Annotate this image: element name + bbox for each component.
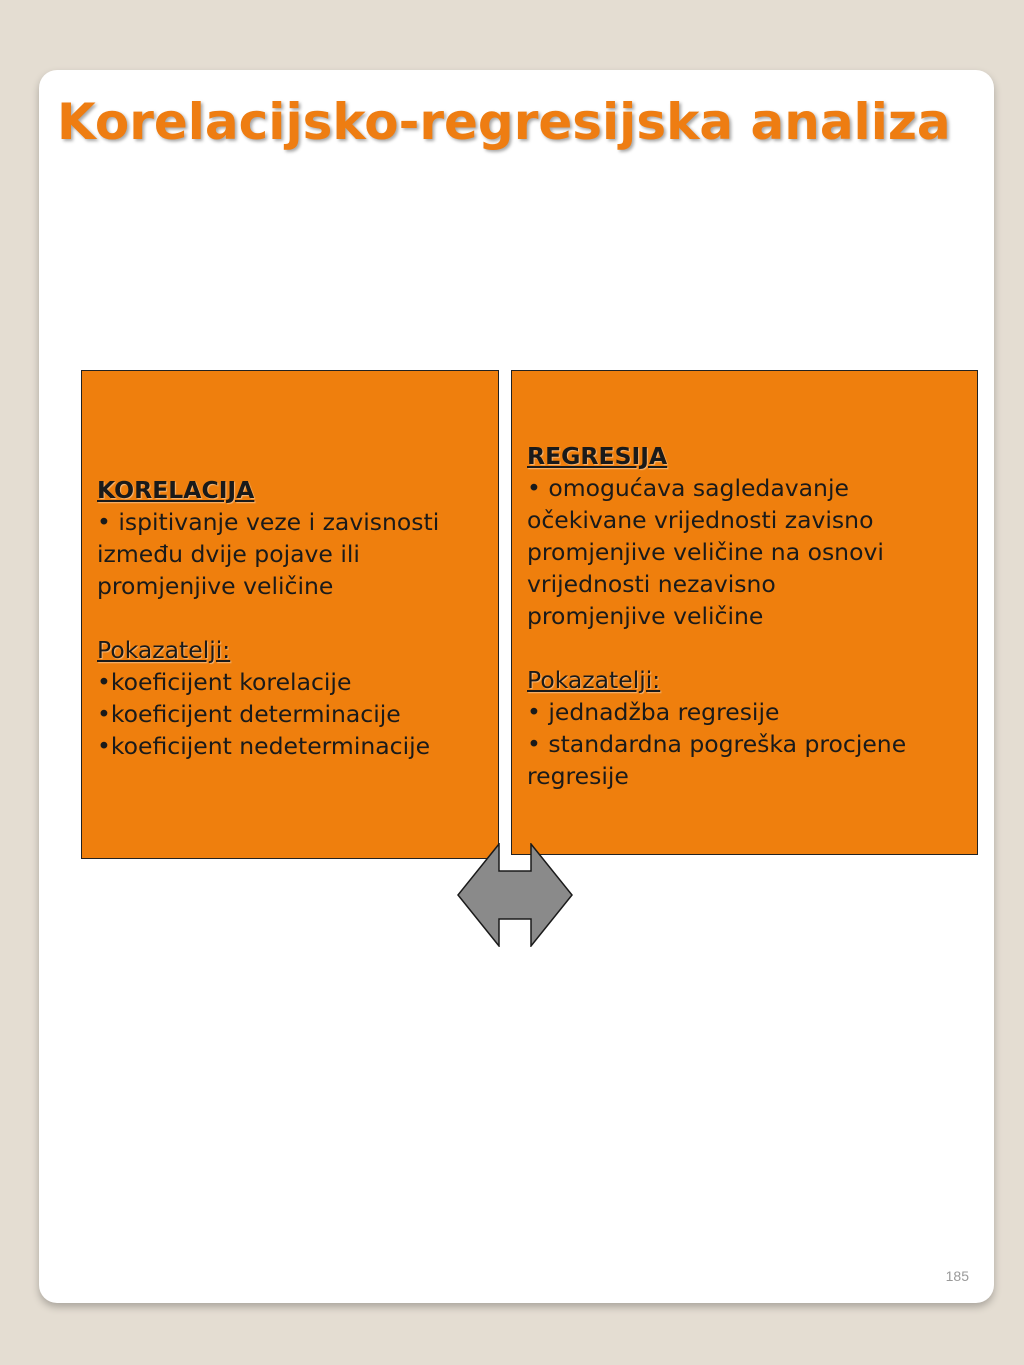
regression-description-line: • omogućava sagledavanje [527, 474, 849, 502]
regression-indicator: • jednadžba regresije [527, 698, 780, 726]
double-headed-arrow-icon [457, 843, 573, 947]
regression-description-line: promjenjive veličine na osnovi [527, 538, 884, 566]
double-headed-arrow-shape [458, 844, 572, 946]
regression-description-line: promjenjive veličine [527, 602, 764, 630]
correlation-indicator: •koeficijent nedeterminacije [97, 732, 431, 760]
correlation-indicators-label: Pokazatelji: [97, 636, 231, 664]
regression-heading: REGRESIJA [527, 442, 668, 470]
correlation-description-line: promjenjive veličine [97, 572, 334, 600]
regression-box [511, 370, 978, 855]
correlation-box [81, 370, 499, 859]
correlation-indicator: •koeficijent determinacije [97, 700, 401, 728]
regression-indicator: • standardna pogreška procjene [527, 730, 907, 758]
correlation-heading: KORELACIJA [97, 476, 255, 504]
regression-indicators-label: Pokazatelji: [527, 666, 661, 694]
correlation-description-line: između dvije pojave ili [97, 540, 360, 568]
regression-indicator: regresije [527, 762, 629, 790]
correlation-indicator: •koeficijent korelacije [97, 668, 352, 696]
page-number: 185 [945, 1268, 969, 1284]
correlation-description-line: • ispitivanje veze i zavisnosti [97, 508, 440, 536]
regression-description-line: vrijednosti nezavisno [527, 570, 776, 598]
slide-title: Korelacijsko-regresijska analiza [57, 93, 951, 151]
regression-description-line: očekivane vrijednosti zavisno [527, 506, 874, 534]
